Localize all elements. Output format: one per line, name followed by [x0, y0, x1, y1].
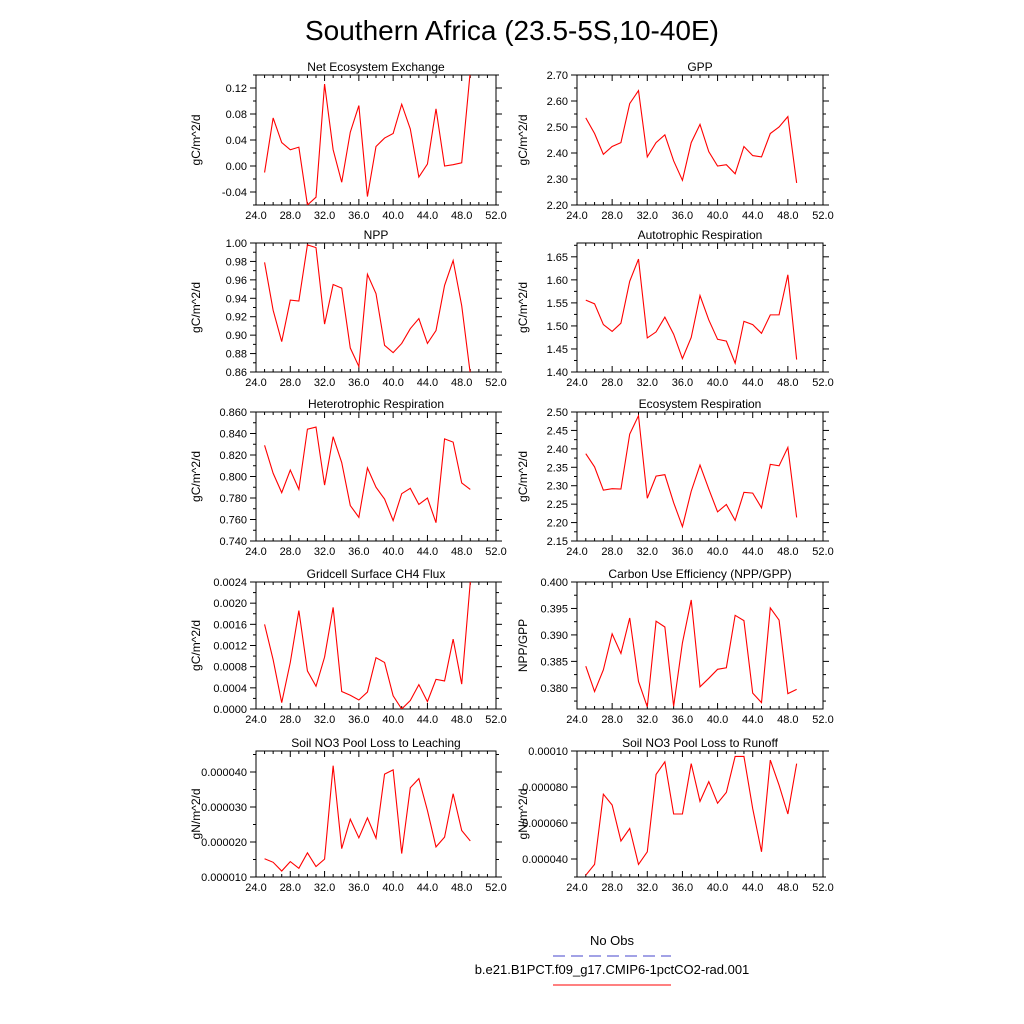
x-tick-label: 24.0	[566, 882, 588, 894]
x-tick-label: 28.0	[279, 377, 301, 389]
x-tick-label: 52.0	[485, 210, 507, 222]
y-tick-label: 0.780	[219, 493, 247, 505]
y-tick-label: 2.70	[546, 70, 568, 82]
y-tick-label: 1.45	[546, 343, 568, 356]
y-tick-label: 0.390	[540, 629, 568, 642]
x-tick-label: 32.0	[313, 377, 336, 389]
y-tick-label: 0.000040	[522, 854, 568, 866]
x-tick-label: 24.0	[566, 714, 588, 726]
y-tick-label: 0.86	[225, 367, 247, 379]
y-axis-label: gC/m^2/d	[189, 451, 203, 502]
x-tick-label: 32.0	[636, 546, 658, 558]
x-tick-label: 48.0	[451, 714, 473, 726]
y-tick-label: 2.40	[546, 443, 568, 456]
y-tick-label: 2.35	[546, 462, 568, 475]
x-tick-label: 36.0	[671, 210, 694, 222]
y-tick-label: 0.96	[225, 274, 247, 287]
y-tick-label: 0.0000	[213, 704, 247, 716]
x-tick-label: 48.0	[777, 210, 799, 222]
x-tick-label: 36.0	[671, 882, 694, 894]
x-tick-label: 40.0	[706, 882, 729, 894]
y-tick-label: 0.820	[219, 450, 247, 462]
x-tick-label: 40.0	[706, 714, 729, 726]
y-axis-label: gC/m^2/d	[516, 451, 530, 502]
y-tick-label: 2.20	[546, 517, 568, 530]
x-tick-label: 28.0	[601, 882, 623, 894]
series-line-model	[265, 582, 471, 709]
x-tick-label: 44.0	[742, 210, 764, 222]
y-tick-label: 0.92	[225, 311, 247, 324]
panel-title: NPP	[363, 228, 389, 242]
panel-carbon-use-efficiency-npp-gpp	[516, 567, 834, 726]
panel-npp	[189, 228, 507, 389]
panel-title: Carbon Use Efficiency (NPP/GPP)	[608, 567, 792, 581]
plot-frame	[577, 75, 823, 205]
y-tick-label: 0.0012	[213, 640, 247, 653]
series-line-model	[586, 416, 797, 527]
x-tick-label: 32.0	[313, 714, 336, 726]
legend-label-obs: No Obs	[589, 933, 635, 948]
x-tick-label: 48.0	[451, 546, 473, 558]
x-tick-label: 24.0	[566, 210, 588, 222]
legend-label-model: b.e21.B1PCT.f09_g17.CMIP6-1pctCO2-rad.001	[474, 962, 750, 977]
x-tick-label: 44.0	[742, 882, 764, 894]
y-tick-label: 0.000010	[201, 872, 247, 884]
x-tick-label: 28.0	[279, 546, 301, 558]
x-tick-label: 28.0	[279, 882, 301, 894]
x-tick-label: 44.0	[416, 882, 439, 894]
y-axis-label: gC/m^2/d	[189, 282, 203, 333]
panel-ecosystem-respiration	[516, 397, 834, 558]
y-tick-label: 2.60	[546, 96, 568, 108]
x-tick-label: 36.0	[671, 546, 694, 558]
x-tick-label: 24.0	[245, 377, 267, 389]
x-tick-label: 52.0	[812, 714, 834, 726]
x-tick-label: 52.0	[812, 882, 834, 894]
y-tick-label: 1.65	[546, 251, 568, 264]
y-tick-label: 1.50	[546, 320, 568, 333]
y-tick-label: 0.840	[219, 428, 247, 441]
x-tick-label: 40.0	[706, 210, 729, 222]
y-tick-label: 0.380	[540, 682, 568, 695]
y-tick-label: 2.25	[546, 499, 568, 512]
x-tick-label: 36.0	[348, 882, 370, 894]
y-tick-label: 0.0004	[213, 682, 247, 695]
x-tick-label: 52.0	[812, 377, 834, 389]
x-tick-label: 36.0	[671, 377, 694, 389]
x-tick-label: 24.0	[245, 210, 267, 222]
plot-frame	[577, 243, 823, 372]
y-tick-label: 0.00010	[528, 746, 568, 758]
panel-title: Heterotrophic Respiration	[307, 397, 445, 411]
x-tick-label: 44.0	[742, 714, 764, 726]
y-tick-label: 2.30	[546, 174, 568, 186]
x-tick-label: 52.0	[812, 546, 834, 558]
y-tick-label: 0.94	[225, 293, 247, 306]
plot-frame	[577, 412, 823, 541]
y-tick-label: 0.000020	[201, 837, 247, 849]
y-tick-label: 0.90	[225, 330, 247, 343]
series-line-model	[586, 600, 797, 707]
series-line-model	[265, 245, 471, 374]
x-tick-label: 28.0	[601, 377, 623, 389]
x-tick-label: 40.0	[382, 714, 404, 726]
y-tick-label: 2.30	[546, 480, 568, 493]
y-tick-label: 1.00	[225, 238, 247, 250]
x-tick-label: 52.0	[812, 210, 834, 222]
x-tick-label: 32.0	[636, 882, 658, 894]
x-tick-label: 24.0	[566, 546, 588, 558]
x-tick-label: 36.0	[671, 714, 694, 726]
y-tick-label: 1.60	[546, 274, 568, 287]
x-tick-label: 40.0	[706, 377, 729, 389]
series-line-model	[265, 71, 471, 205]
y-axis-label: NPP/GPP	[516, 618, 530, 673]
x-tick-label: 32.0	[636, 714, 658, 726]
x-tick-label: 40.0	[382, 546, 404, 558]
panel-title: Ecosystem Respiration	[638, 397, 762, 411]
y-tick-label: 2.15	[546, 536, 568, 548]
x-tick-label: 40.0	[382, 210, 404, 222]
y-tick-label: 1.55	[546, 297, 568, 310]
series-line-model	[586, 259, 797, 363]
y-tick-label: 0.000060	[522, 818, 568, 830]
plot-frame	[256, 243, 496, 372]
series-line-model	[586, 91, 797, 183]
y-tick-label: 0.0016	[213, 619, 247, 632]
panel-title: Autotrophic Respiration	[637, 228, 763, 242]
panel-gpp	[516, 60, 834, 222]
panel-title: GPP	[687, 60, 713, 74]
x-tick-label: 28.0	[601, 714, 623, 726]
y-tick-label: 0.740	[219, 536, 247, 548]
x-tick-label: 36.0	[348, 546, 370, 558]
y-tick-label: 0.395	[540, 603, 568, 616]
y-tick-label: 2.45	[546, 425, 568, 438]
x-tick-label: 44.0	[742, 377, 764, 389]
y-tick-label: 2.50	[546, 122, 568, 134]
y-axis-label: gN/m^2/d	[189, 788, 203, 840]
x-tick-label: 52.0	[485, 546, 507, 558]
y-tick-label: 0.760	[219, 514, 247, 527]
y-axis-label: gC/m^2/d	[189, 114, 203, 166]
y-tick-label: 2.20	[546, 200, 568, 212]
x-tick-label: 44.0	[416, 546, 439, 558]
plot-frame	[256, 582, 496, 709]
y-tick-label: 0.0024	[213, 577, 247, 589]
y-axis-label: gC/m^2/d	[516, 114, 530, 166]
y-tick-label: 0.12	[225, 83, 247, 95]
x-tick-label: 36.0	[348, 210, 370, 222]
x-tick-label: 44.0	[416, 377, 439, 389]
x-tick-label: 36.0	[348, 377, 370, 389]
x-tick-label: 48.0	[451, 882, 473, 894]
x-tick-label: 24.0	[245, 714, 267, 726]
y-tick-label: 0.385	[540, 656, 568, 669]
y-tick-label: 0.860	[219, 407, 247, 419]
y-axis-label: gC/m^2/d	[189, 620, 203, 671]
x-tick-label: 40.0	[382, 882, 404, 894]
y-tick-label: 0.000080	[522, 782, 568, 794]
y-tick-label: 0.00	[225, 161, 247, 173]
series-line-model	[265, 766, 471, 871]
panel-net-ecosystem-exchange	[189, 60, 507, 222]
legend	[475, 933, 750, 985]
x-tick-label: 48.0	[777, 377, 799, 389]
x-tick-label: 28.0	[601, 546, 623, 558]
plot-frame	[256, 751, 496, 877]
x-tick-label: 32.0	[313, 546, 336, 558]
panel-soil-no3-pool-loss-to-runoff	[516, 736, 834, 894]
x-tick-label: 24.0	[245, 546, 267, 558]
y-tick-label: 2.50	[546, 407, 568, 419]
x-tick-label: 28.0	[601, 210, 623, 222]
figure-title: Southern Africa (23.5-5S,10-40E)	[304, 15, 720, 46]
plot-frame	[256, 75, 496, 205]
y-tick-label: 2.40	[546, 148, 568, 160]
x-tick-label: 48.0	[777, 714, 799, 726]
x-tick-label: 32.0	[636, 377, 658, 389]
x-tick-label: 48.0	[777, 882, 799, 894]
x-tick-label: 52.0	[485, 377, 507, 389]
y-axis-label: gC/m^2/d	[516, 282, 530, 333]
y-tick-label: 0.0008	[213, 661, 247, 674]
y-tick-label: 0.04	[225, 135, 247, 147]
y-tick-label: 0.88	[225, 348, 247, 361]
y-tick-label: 0.0020	[213, 598, 247, 611]
y-tick-label: 1.40	[546, 367, 568, 379]
panel-grid	[189, 60, 834, 894]
panel-heterotrophic-respiration	[189, 397, 507, 558]
panel-title: Soil NO3 Pool Loss to Leaching	[291, 736, 461, 750]
panel-soil-no3-pool-loss-to-leaching	[189, 736, 507, 894]
x-tick-label: 52.0	[485, 714, 507, 726]
panel-title: Soil NO3 Pool Loss to Runoff	[622, 736, 778, 750]
x-tick-label: 44.0	[416, 714, 439, 726]
x-tick-label: 32.0	[313, 882, 336, 894]
y-tick-label: 0.800	[219, 471, 247, 484]
x-tick-label: 24.0	[245, 882, 267, 894]
x-tick-label: 40.0	[382, 377, 404, 389]
x-tick-label: 48.0	[451, 377, 473, 389]
plot-frame	[577, 582, 823, 709]
x-tick-label: 44.0	[742, 546, 764, 558]
x-tick-label: 24.0	[566, 377, 588, 389]
x-tick-label: 28.0	[279, 714, 301, 726]
panel-title: Net Ecosystem Exchange	[307, 60, 445, 74]
x-tick-label: 36.0	[348, 714, 370, 726]
series-line-model	[586, 756, 797, 875]
x-tick-label: 32.0	[313, 210, 336, 222]
y-tick-label: 0.400	[540, 577, 568, 589]
series-line-model	[265, 427, 471, 523]
x-tick-label: 48.0	[451, 210, 473, 222]
y-axis-label: gN/m^2/d	[516, 788, 530, 840]
x-tick-label: 48.0	[777, 546, 799, 558]
panel-gridcell-surface-ch4-flux	[189, 567, 507, 726]
x-tick-label: 32.0	[636, 210, 658, 222]
y-tick-label: 0.08	[225, 109, 247, 121]
panel-autotrophic-respiration	[516, 228, 834, 389]
y-tick-label: -0.04	[221, 187, 247, 199]
x-tick-label: 52.0	[485, 882, 507, 894]
x-tick-label: 28.0	[279, 210, 301, 222]
panel-title: Gridcell Surface CH4 Flux	[306, 567, 446, 581]
y-tick-label: 0.000030	[201, 802, 247, 814]
x-tick-label: 44.0	[416, 210, 439, 222]
y-tick-label: 0.000040	[201, 767, 247, 779]
x-tick-label: 40.0	[706, 546, 729, 558]
y-tick-label: 0.98	[225, 256, 247, 269]
